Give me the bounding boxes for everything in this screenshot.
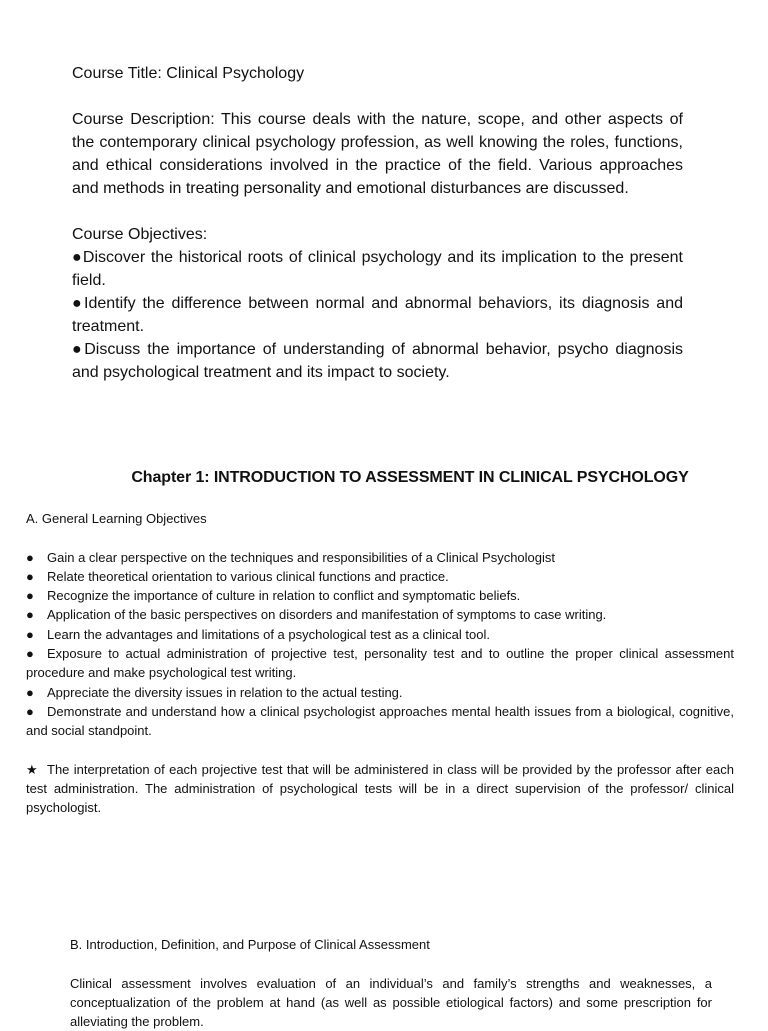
- course-info: [72, 62, 683, 384]
- course-title: Course Title: Clinical Psychology: [72, 65, 305, 82]
- course-objective: ●Identify the difference between normal and abnormal behaviors, its diagnosis and treatment.: [72, 295, 683, 335]
- list-item: ● Exposure to actual administration of projective test, personality test and to outline the proper clinical assessment procedure and make psychological test writing.: [26, 646, 734, 681]
- list-item: ● Application of the basic perspectives on disorders and manifestation of symptoms to case writing.: [26, 605, 734, 624]
- section-b-heading: B. Introduction, Definition, and Purpose of Clinical Assessment: [70, 937, 430, 952]
- bullet-icon: ●: [26, 626, 34, 642]
- list-item: ● Appreciate the diversity issues in relation to the actual testing.: [26, 683, 734, 702]
- list-item: ● Gain a clear perspective on the techniques and responsibilities of a Clinical Psychologist: [26, 548, 734, 567]
- list-item: ● Demonstrate and understand how a clinical psychologist approaches mental health issues from a biological, cognitive, and social standpoint.: [26, 703, 734, 739]
- course-objectives-heading: Course Objectives:: [72, 226, 208, 243]
- bullet-icon: ●: [26, 568, 34, 584]
- bullet-icon: ●: [26, 588, 34, 604]
- bullet-icon: ●: [26, 703, 34, 719]
- list-item: ● Recognize the importance of culture in relation to conflict and symptomatic beliefs.: [26, 586, 734, 605]
- bullet-icon: ●: [26, 549, 34, 565]
- section-b: [70, 935, 712, 1031]
- chapter-title: Chapter 1: INTRODUCTION TO ASSESSMENT IN CLINICAL PSYCHOLOGY: [131, 469, 689, 486]
- section-a: [26, 509, 734, 818]
- star-icon: ★: [26, 761, 38, 777]
- course-objective: ●Discover the historical roots of clinical psychology and its implication to the present field.: [72, 249, 683, 289]
- course-description: Course Description: This course deals with the nature, scope, and other aspects of the contemporary clinical psychology profession, as well knowing the roles, functions, and ethical considerations involved in the practice of the field. Various approaches and methods in treating personality and emotional disturbances are discussed.: [72, 111, 683, 197]
- list-item: ● Relate theoretical orientation to various clinical functions and practice.: [26, 567, 734, 586]
- bullet-icon: ●: [26, 646, 34, 662]
- bullet-icon: ●: [26, 607, 34, 623]
- section-a-heading: A. General Learning Objectives: [26, 511, 207, 526]
- list-item: ● Learn the advantages and limitations of a psychological test as a clinical tool.: [26, 625, 734, 644]
- course-objective: ●Discuss the importance of understanding of abnormal behavior, psycho diagnosis and psychological treatment and its impact to society.: [72, 341, 683, 381]
- bullet-icon: ●: [26, 684, 34, 700]
- note-paragraph: ★ The interpretation of each projective test that will be administered in class will be provided by the professor after each test administration. The administration of psychological tests will be in a direct supervision of the professor/ clinical psychologist.: [26, 761, 734, 816]
- section-b-paragraph: Clinical assessment involves evaluation of an individual’s and family’s strengths and weaknesses, a conceptualization of the problem at hand (as well as possible etiological factors) and some prescription for alleviating the problem.: [70, 975, 712, 1030]
